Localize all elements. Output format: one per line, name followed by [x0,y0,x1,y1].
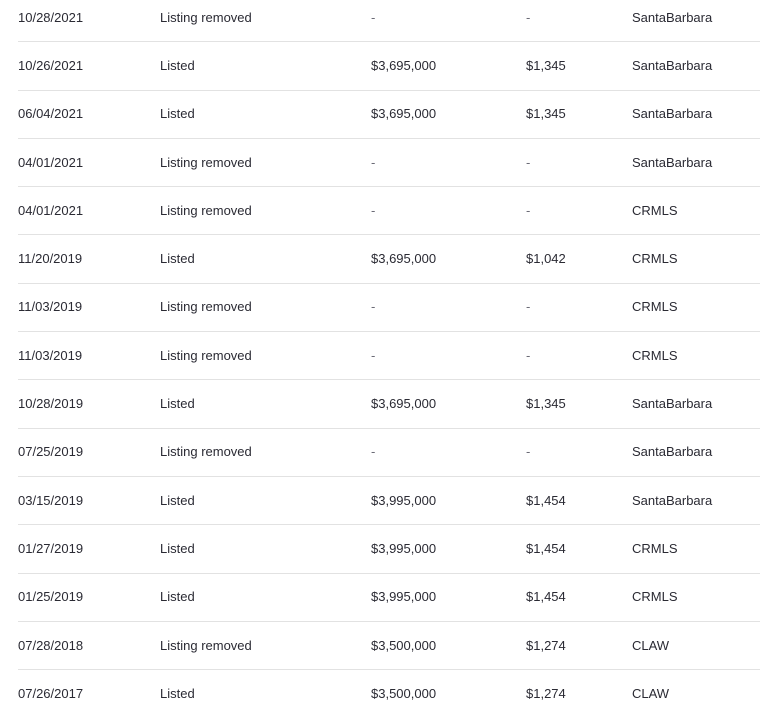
price-per-sqft-cell: - [526,444,531,460]
table-row [18,91,760,139]
price-cell: $3,500,000 [371,686,437,702]
event-cell: Listed [160,686,195,702]
date-cell: 07/25/2019 [18,444,84,460]
source-cell: CRMLS [632,540,678,556]
event-cell: Listing removed [160,347,252,363]
date-cell: 01/27/2019 [18,540,84,556]
price-cell: $3,995,000 [371,540,437,556]
table-row [18,235,760,283]
table-row [18,187,760,235]
table-row [18,139,760,187]
source-cell: CRMLS [632,251,678,267]
date-cell: 07/26/2017 [18,686,84,702]
price-per-sqft-cell: $1,454 [526,540,566,556]
source-cell: CLAW [632,637,670,653]
source-cell: CLAW [632,686,670,702]
event-cell: Listing removed [160,444,252,460]
price-cell: - [371,299,376,315]
date-cell: 10/28/2021 [18,9,84,25]
table-row [18,574,760,622]
date-cell: 10/28/2019 [18,396,84,412]
date-cell: 04/01/2021 [18,154,84,170]
event-cell: Listed [160,589,195,605]
price-cell: $3,695,000 [371,251,437,267]
source-cell: SantaBarbara [632,154,713,170]
table-row [18,284,760,332]
price-cell: - [371,202,376,218]
date-cell: 11/03/2019 [18,347,83,363]
event-cell: Listing removed [160,9,252,25]
price-cell: - [371,444,376,460]
source-cell: SantaBarbara [632,444,713,460]
price-per-sqft-cell: $1,345 [526,106,566,122]
table-row [18,42,760,90]
event-cell: Listing removed [160,154,252,170]
event-cell: Listed [160,57,195,73]
source-cell: SantaBarbara [632,492,713,508]
price-cell: $3,995,000 [371,589,437,605]
price-per-sqft-cell: - [526,154,531,170]
price-per-sqft-cell: $1,274 [526,637,566,653]
source-cell: CRMLS [632,299,678,315]
price-per-sqft-cell: - [526,9,531,25]
event-cell: Listing removed [160,299,252,315]
price-per-sqft-cell: $1,345 [526,57,566,73]
source-cell: SantaBarbara [632,57,713,73]
source-cell: CRMLS [632,347,678,363]
table-row [18,670,760,718]
date-cell: 04/01/2021 [18,202,84,218]
price-cell: - [371,347,376,363]
source-cell: CRMLS [632,202,678,218]
event-cell: Listed [160,251,195,267]
table-row [18,380,760,428]
date-cell: 11/20/2019 [18,251,83,267]
table-row [18,525,760,573]
date-cell: 10/26/2021 [18,57,84,73]
price-cell: $3,500,000 [371,637,437,653]
date-cell: 07/28/2018 [18,637,84,653]
price-per-sqft-cell: $1,274 [526,686,566,702]
date-cell: 06/04/2021 [18,106,84,122]
price-cell: - [371,154,376,170]
table-row [18,477,760,525]
source-cell: CRMLS [632,589,678,605]
event-cell: Listing removed [160,637,252,653]
price-per-sqft-cell: $1,042 [526,251,566,267]
table-row [18,332,760,380]
price-per-sqft-cell: $1,454 [526,492,566,508]
source-cell: SantaBarbara [632,9,713,25]
price-cell: $3,695,000 [371,396,437,412]
event-cell: Listing removed [160,202,252,218]
price-per-sqft-cell: - [526,299,531,315]
price-per-sqft-cell: $1,345 [526,396,566,412]
event-cell: Listed [160,106,195,122]
price-per-sqft-cell: - [526,202,531,218]
price-per-sqft-cell: $1,454 [526,589,566,605]
source-cell: SantaBarbara [632,396,713,412]
price-cell: $3,695,000 [371,106,437,122]
price-history-table [18,0,760,718]
event-cell: Listed [160,540,195,556]
source-cell: SantaBarbara [632,106,713,122]
price-per-sqft-cell: - [526,347,531,363]
table-row [18,622,760,670]
date-cell: 11/03/2019 [18,299,83,315]
date-cell: 03/15/2019 [18,492,84,508]
price-cell: $3,995,000 [371,492,437,508]
table-row [18,429,760,477]
table-row [18,0,760,42]
event-cell: Listed [160,492,195,508]
price-cell: - [371,9,376,25]
event-cell: Listed [160,396,195,412]
price-cell: $3,695,000 [371,57,437,73]
date-cell: 01/25/2019 [18,589,84,605]
